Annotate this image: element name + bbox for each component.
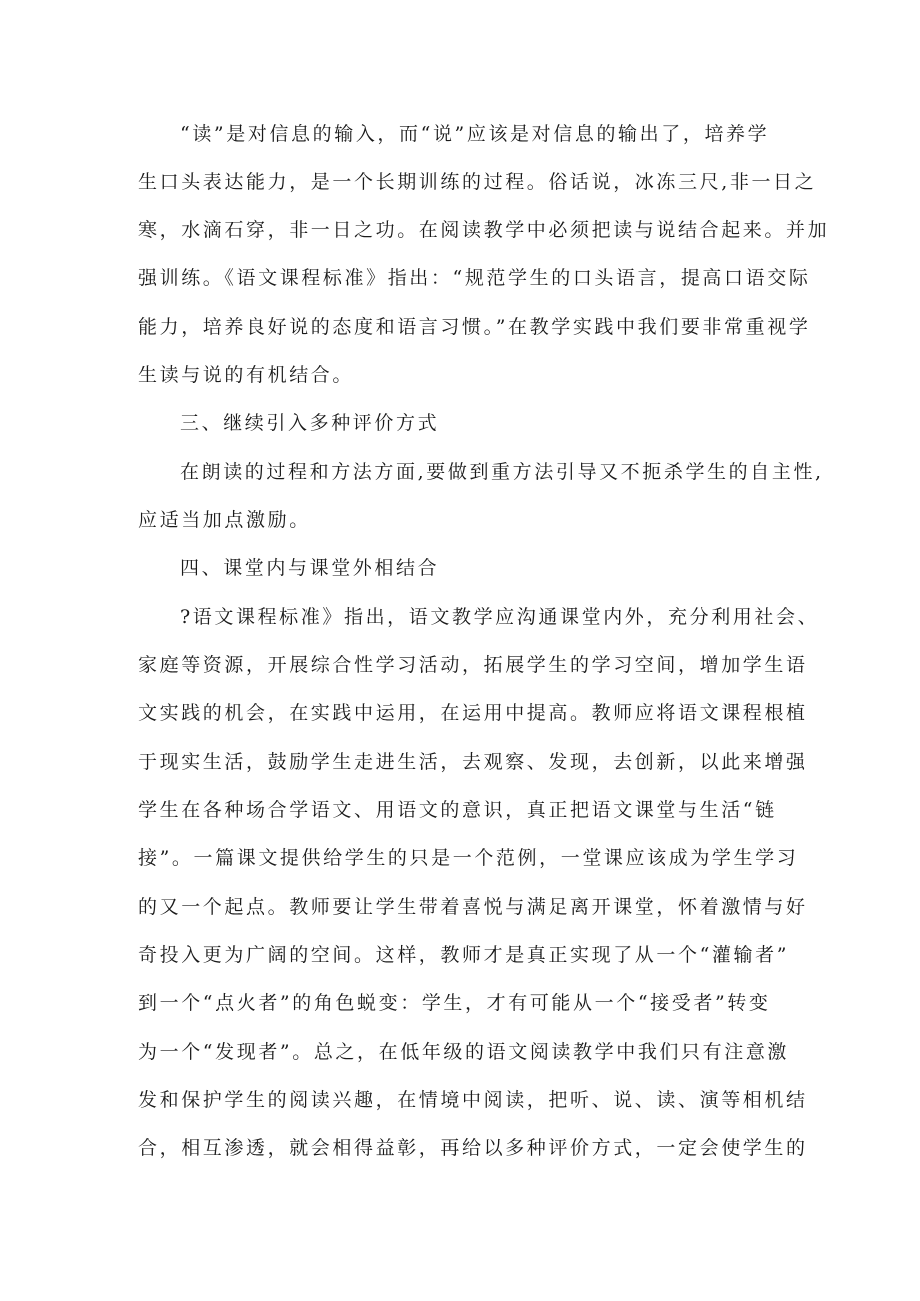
paragraph-1-line-3: 寒，水滴石穿，非一日之功。在阅读教学中必须把读与说结合起来。并加 [138, 219, 830, 241]
paragraph-2-line-2: 应适当加点激励。 [138, 509, 311, 531]
paragraph-3-line-7: 的又一个起点。教师要让学生带着喜悦与满足离开课堂，怀着激情与好 [138, 896, 808, 918]
paragraph-3-line-5: 学生在各种场合学语文、用语文的意识，真正把语文课堂与生活“链 [138, 799, 777, 821]
paragraph-3-line-12: 合，相互渗透，就会相得益彰，再给以多种评价方式，一定会使学生的 [138, 1137, 808, 1159]
paragraph-3-line-6: 接”。一篇课文提供给学生的只是一个范例，一堂课应该成为学生学习 [138, 847, 799, 869]
paragraph-3-line-11: 发和保护学生的阅读兴趣，在情境中阅读，把听、说、读、演等相机结 [138, 1089, 808, 1111]
paragraph-3-line-3: 文实践的机会，在实践中运用，在运用中提高。教师应将语文课程根植 [138, 702, 808, 724]
paragraph-3-line-9: 到一个“点火者”的角色蜕变：学生，才有可能从一个“接受者”转变 [138, 992, 771, 1014]
paragraph-3-line-8: 奇投入更为广阔的空间。这样，教师才是真正实现了从一个“灌输者” [138, 944, 790, 966]
paragraph-2-line-1: 在朗读的过程和方法方面,要做到重方法引导又不扼杀学生的自主性, [180, 461, 824, 483]
paragraph-1-line-2: 生口头表达能力，是一个长期训练的过程。俗话说，冰冻三尺,非一日之 [138, 171, 817, 193]
paragraph-3-line-10: 为一个“发现者”。总之，在低年级的语文阅读教学中我们只有注意激 [138, 1041, 790, 1063]
paragraph-1-line-5: 能力，培养良好说的态度和语言习惯。”在教学实践中我们要非常重视学 [138, 316, 811, 338]
paragraph-1-line-6: 生读与说的有机结合。 [138, 364, 355, 386]
section-heading-4: 四、课堂内与课堂外相结合 [180, 557, 440, 579]
paragraph-3-line-4: 于现实生活，鼓励学生走进生活，去观察、发现，去创新，以此来增强 [138, 751, 808, 773]
paragraph-3-line-2: 家庭等资源，开展综合性学习活动，拓展学生的学习空间，增加学生语 [138, 654, 808, 676]
section-heading-3: 三、继续引入多种评价方式 [180, 412, 440, 434]
paragraph-1-line-4: 强训练。《语文课程标准》指出：“规范学生的口头语言，提高口语交际 [138, 267, 811, 289]
paragraph-3-line-1: ?语文课程标准》指出，语文教学应沟通课堂内外，充分利用社会、 [180, 606, 820, 628]
paragraph-1-line-1: “读”是对信息的输入，而“说”应该是对信息的输出了，培养学 [180, 123, 770, 145]
